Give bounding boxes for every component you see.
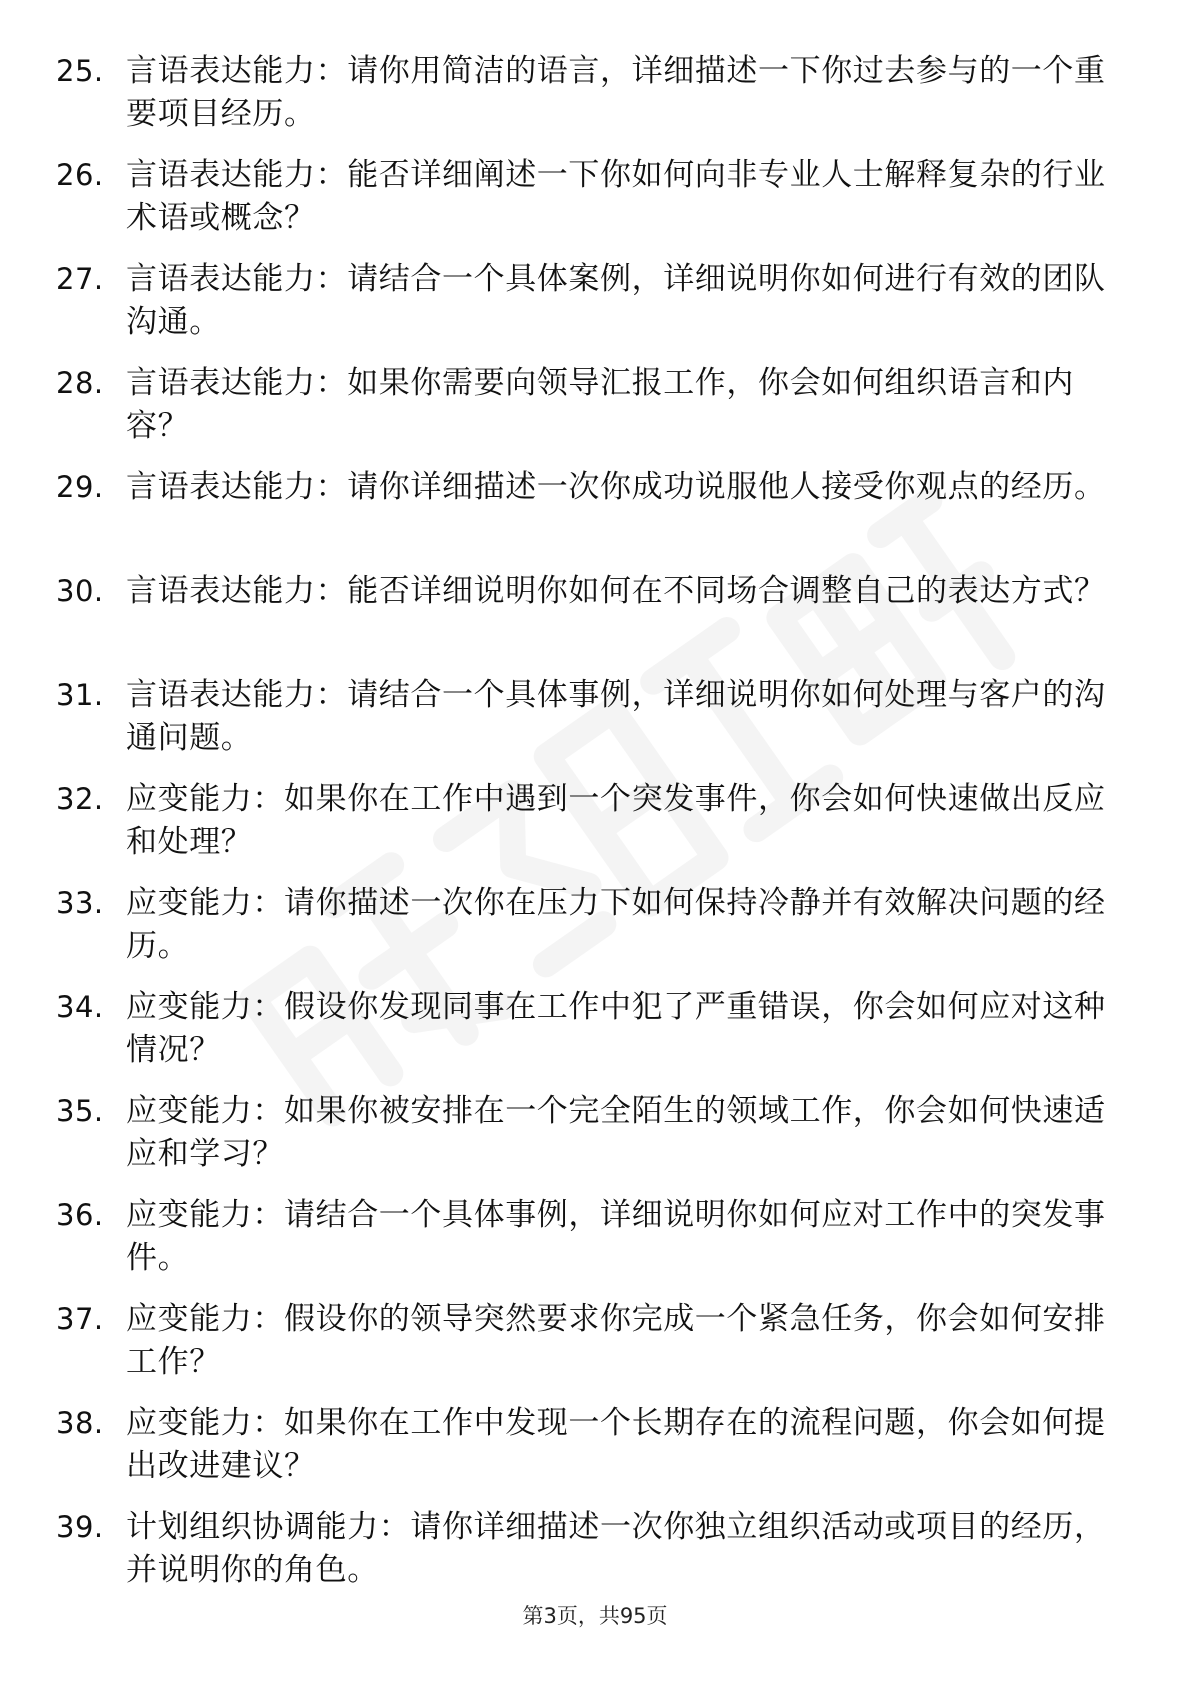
question-text: 应变能力：如果你在工作中发现一个长期存在的流程问题，你会如何提出改进建议？ [126,1405,1106,1484]
question-number: 35. [56,1094,104,1128]
list-item [56,986,1136,1090]
question-number: 36. [56,1198,104,1232]
question-number: 29. [56,470,104,504]
question-number: 25. [56,54,104,88]
question-number: 34. [56,990,104,1024]
question-number: 28. [56,366,104,400]
question-text: 应变能力：请你描述一次你在压力下如何保持冷静并有效解决问题的经历。 [126,885,1106,964]
list-item [56,1194,1136,1298]
list-item [56,1090,1136,1194]
list-item [56,154,1136,258]
list-item [56,778,1136,882]
question-number: 26. [56,158,104,192]
list-item [56,362,1136,466]
page-footer [0,1600,1190,1630]
question-text: 言语表达能力：能否详细阐述一下你如何向非专业人士解释复杂的行业术语或概念？ [126,157,1106,236]
question-text: 应变能力：假设你的领导突然要求你完成一个紧急任务，你会如何安排工作？ [126,1301,1106,1380]
question-text: 应变能力：请结合一个具体事例，详细说明你如何应对工作中的突发事件。 [126,1197,1106,1276]
list-item [56,882,1136,986]
list-item [56,50,1136,154]
question-number: 31. [56,678,104,712]
list-item [56,570,1136,674]
question-number: 37. [56,1302,104,1336]
question-number: 30. [56,574,104,608]
question-number: 39. [56,1510,104,1544]
list-item [56,674,1136,778]
list-item [56,258,1136,362]
question-number: 32. [56,782,104,816]
question-text: 应变能力：如果你在工作中遇到一个突发事件，你会如何快速做出反应和处理？ [126,781,1106,860]
question-text: 言语表达能力：请你详细描述一次你成功说服他人接受你观点的经历。 [126,469,1106,505]
question-text: 言语表达能力：请结合一个具体案例，详细说明你如何进行有效的团队沟通。 [126,261,1106,340]
list-item [56,1402,1136,1506]
question-number: 38. [56,1406,104,1440]
question-text: 言语表达能力：请你用简洁的语言，详细描述一下你过去参与的一个重要项目经历。 [126,53,1106,132]
question-text: 言语表达能力：请结合一个具体事例，详细说明你如何处理与客户的沟通问题。 [126,677,1106,756]
question-text: 计划组织协调能力：请你详细描述一次你独立组织活动或项目的经历，并说明你的角色。 [126,1509,1106,1588]
page-number-label: 第3页，共95页 [522,1604,668,1628]
question-number: 33. [56,886,104,920]
question-text: 言语表达能力：如果你需要向领导汇报工作，你会如何组织语言和内容？ [126,365,1074,444]
question-number: 27. [56,262,104,296]
question-text: 应变能力：如果你被安排在一个完全陌生的领域工作，你会如何快速适应和学习？ [126,1093,1106,1172]
question-text: 应变能力：假设你发现同事在工作中犯了严重错误，你会如何应对这种情况？ [126,989,1106,1068]
list-item [56,1298,1136,1402]
question-text: 言语表达能力：能否详细说明你如何在不同场合调整自己的表达方式？ [126,573,1106,609]
list-item [56,1506,1136,1610]
question-list [56,50,1136,1610]
list-item [56,466,1136,570]
